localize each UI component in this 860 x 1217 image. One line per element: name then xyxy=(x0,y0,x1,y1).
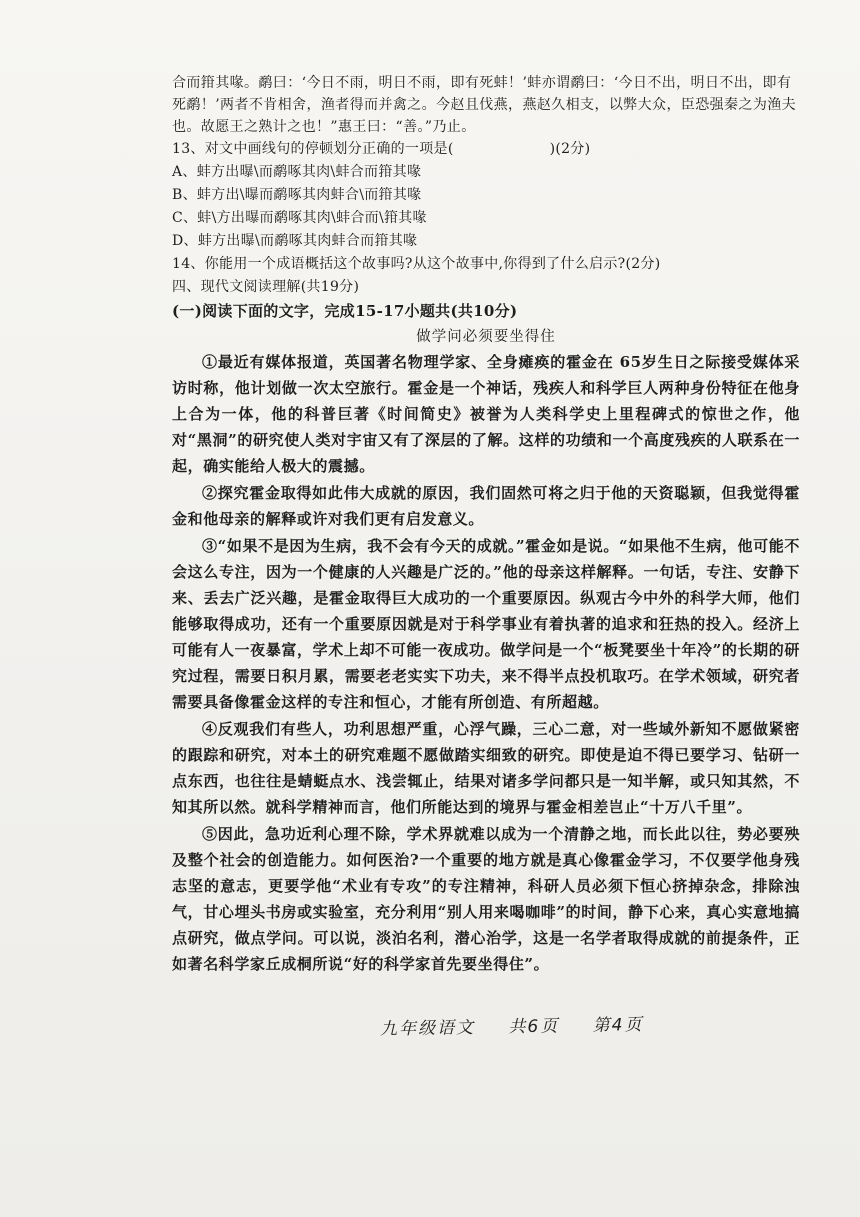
article-paragraph-3: ③“如果不是因为生病，我不会有今天的成就。”霍金如是说。“如果他不生病，他可能不会这么专注，因为一个健康的人兴趣是广泛的。”他的母亲这样解释。一句话，专注、安静下来、丢去广泛兴趣，是霍金取得巨大成功的一个重要原因。纵观古今中外的科学大师，他们能够取得成功，还有一个重要原因就是对于科学事业有着执著的追求和狂热的投入。经济上可能有人一夜暴富，学术上却不可能一夜成功。做学问是一个“板凳要坐十年冷”的长期的研究过程，需要日积月累，需要老老实实下功夫，来不得半点投机取巧。在学术领域，研究者需要具备像霍金这样的专注和恒心，才能有所创造、有所超越。 xyxy=(172,537,800,711)
subsection-heading: (一)阅读下面的文字，完成15-17小题共(共10分) xyxy=(172,302,518,320)
footer-page-number: 第4页 xyxy=(592,1014,644,1036)
page-content xyxy=(172,72,800,978)
option-b: B、蚌方出\曝而鹬啄其肉蚌合\而箝其喙 xyxy=(172,187,422,203)
article-title: 做学问必须要坐得住 xyxy=(416,329,556,345)
option-c: C、蚌\方出曝而鹬啄其肉\蚌合而\箝其喙 xyxy=(172,210,427,226)
handwritten-footer xyxy=(380,1009,670,1039)
option-a: A、蚌方出曝\而鹬啄其肉\蚌合而箝其喙 xyxy=(172,164,422,180)
footer-total-pages: 共6页 xyxy=(508,1016,560,1038)
footer-subject: 九年级语文 xyxy=(379,1017,476,1040)
section-heading: 四、现代文阅读理解(共19分) xyxy=(172,279,360,295)
option-d: D、蚌方出曝\而鹬啄其肉蚌合而箝其喙 xyxy=(172,233,418,249)
article-paragraph-1: ①最近有媒体报道，英国著名物理学家、全身瘫痪的霍金在 65岁生日之际接受媒体采访时称，他计划做一次太空旅行。霍金是一个神话，残疾人和科学巨人两种身份特征在他身上合为一体，他的科普巨著《时间简史》被誉为人类科学史上里程碑式的惊世之作，他对“黑洞”的研究使人类对宇宙又有了深层的了解。这样的功绩和一个高度残疾的人联系在一起，确实能给人极大的震撼。 xyxy=(172,353,800,475)
article-paragraph-4: ④反观我们有些人，功利思想严重，心浮气躁，三心二意，对一些域外新知不愿做紧密的跟踪和研究，对本土的研究难题不愿做踏实细致的研究。即使是迫不得已要学习、钻研一点东西，也往往是蜻蜓点水、浅尝辄止，结果对诸多学问都只是一知半解，或只知其然，不知其所以然。就科学精神而言，他们所能达到的境界与霍金相差岂止“十万八千里”。 xyxy=(172,720,800,816)
question-14: 14、你能用一个成语概括这个故事吗?从这个故事中,你得到了什么启示?(2分) xyxy=(172,256,661,272)
question-13-score: )(2分) xyxy=(549,141,591,157)
question-13-stem: 13、对文中画线句的停顿划分正确的一项是( xyxy=(172,141,454,157)
article-paragraph-5: ⑤因此，急功近利心理不除，学术界就难以成为一个清静之地，而长此以往，势必要殃及整个社会的创造能力。如何医治?一个重要的地方就是真心像霍金学习，不仅要学他身残志坚的意志，更要学他“术业有专攻”的专注精神，科研人员必须下恒心挤掉杂念，排除浊气，甘心埋头书房或实验室，充分利用“别人用来喝咖啡”的时间，静下心来，真心实意地搞点研究，做点学问。可以说，淡泊名利，潜心治学，这是一名学者取得成就的前提条件，正如著名科学家丘成桐所说“好的科学家首先要坐得住”。 xyxy=(172,825,800,973)
classical-text-tail: 合而箝其喙。鹬曰：‘今日不雨，明日不雨，即有死蚌！’蚌亦谓鹬曰：‘今日不出，明日不出，即有死鹬！’两者不肯相舍，渔者得而并禽之。今赵且伐燕，燕赵久相支，以弊大众，臣恐强秦之为渔夫也。故愿王之熟计之也！”惠王曰：“善。”乃止。 xyxy=(172,75,797,135)
question-13 xyxy=(172,138,800,161)
article-paragraph-2: ②探究霍金取得如此伟大成就的原因，我们固然可将之归于他的天资聪颖，但我觉得霍金和他母亲的解释或许对我们更有启发意义。 xyxy=(172,484,800,528)
